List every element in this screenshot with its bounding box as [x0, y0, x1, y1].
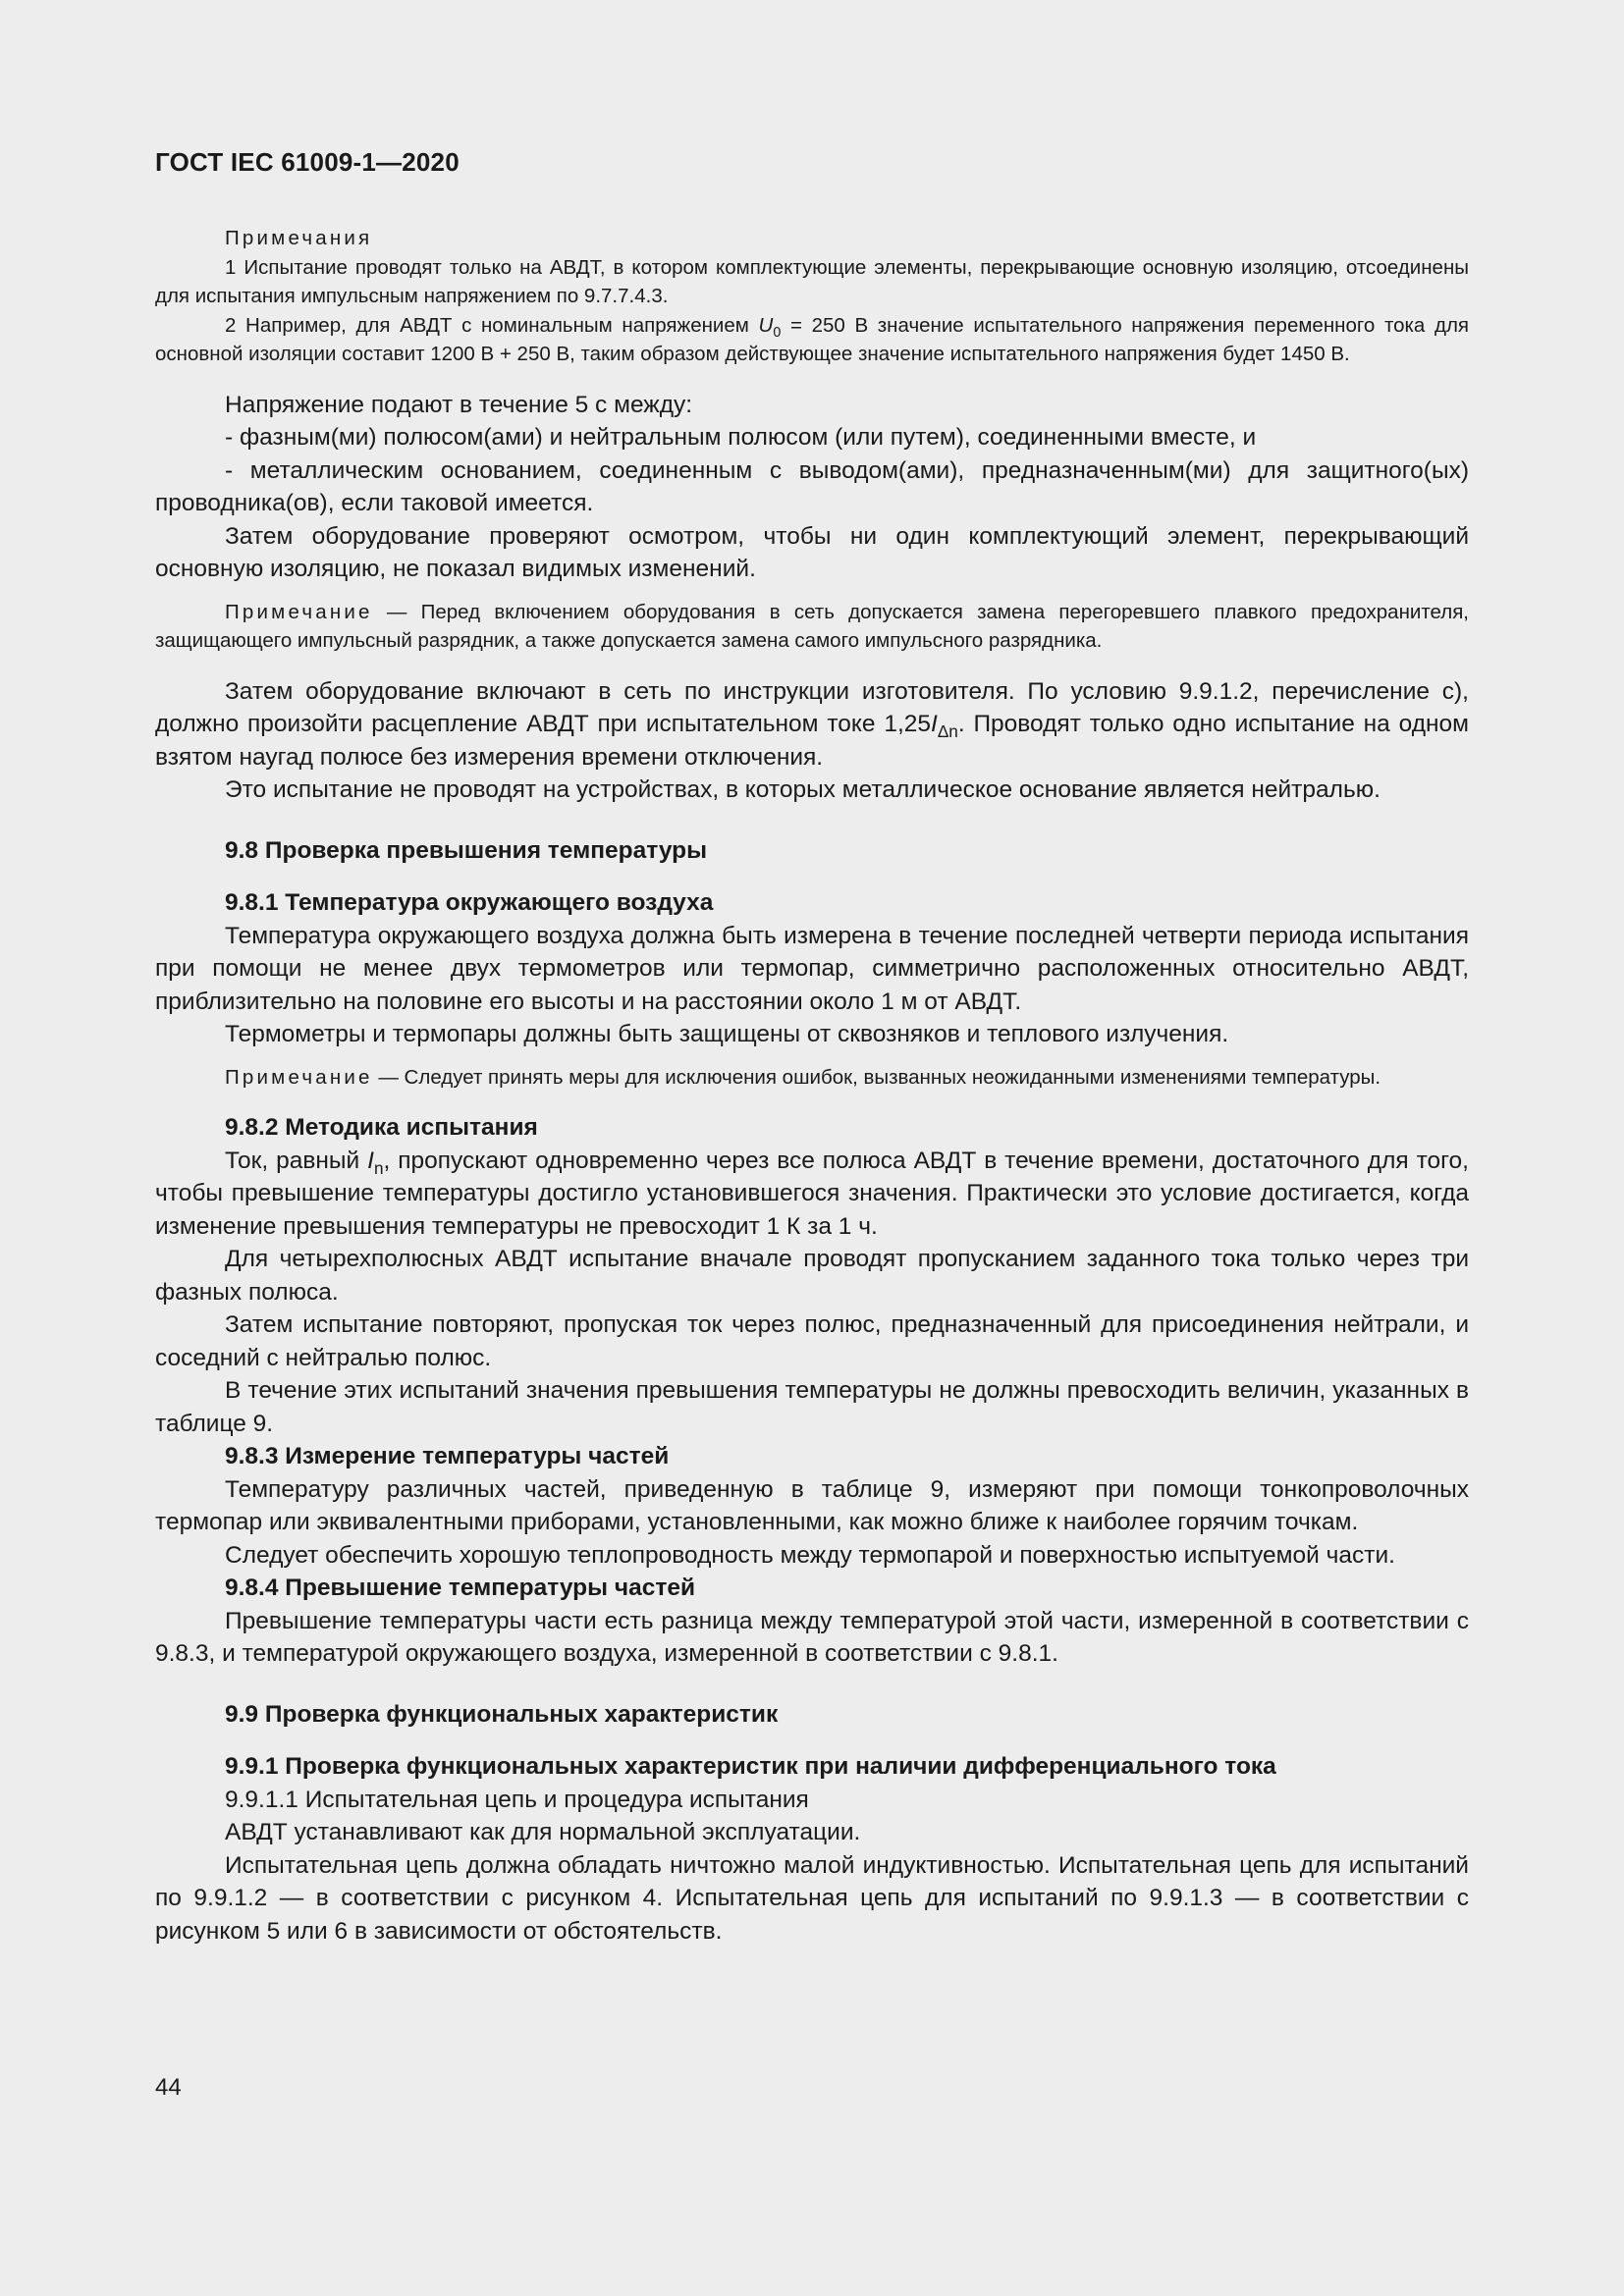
subsection-heading-9-8-1: 9.8.1 Температура окружающего воздуха [225, 889, 714, 916]
note-label: Примечание [225, 600, 373, 623]
document-header: ГОСТ IEC 61009-1—2020 [155, 147, 460, 177]
note-text: — Перед включением оборудования в сеть допускается замена перегоревшего плавкого предохранителя, защищающего импульсный разрядник, а также допускается замена самого импульсного разрядника. [155, 600, 1469, 652]
paragraph: Это испытание не проводят на устройствах, в которых металлическое основание является нейтралью. [225, 776, 1380, 803]
section-heading-9-8: 9.8 Проверка превышения температуры [225, 836, 708, 864]
paragraph-text-b: . Проводят только одно испытание на одном взятом наугад полюсе без измерения времени отключения. [155, 711, 1469, 771]
paragraph-text-a: Затем оборудование включают в сеть по инструкции изготовителя. По условию 9.9.1.2, перечисление с), должно произойти расцепление АВДТ при испытательном токе 1,25 [155, 677, 1469, 737]
paragraph-text-a: Ток, равный [225, 1147, 368, 1174]
paragraph: Затем испытание повторяют, пропуская ток через полюс, предназначенный для присоединения нейтрали, и соседний с нейтралью полюс. [155, 1311, 1469, 1371]
note-surge-arrester [155, 598, 1469, 656]
paragraph: Превышение температуры части есть разница между температурой этой части, измеренной в соответствии с 9.8.3, и температурой окружающего воздуха, измеренной в соответствии с 9.8.1. [155, 1607, 1469, 1667]
note-2-text-a: 2 Например, для АВДТ с номинальным напряжением [225, 313, 759, 337]
current-symbol: I [931, 711, 938, 737]
list-item: - металлическим основанием, соединенным с выводом(ами), предназначенным(ми) для защитного(ых) проводника(ов), если таковой имеется. [155, 456, 1469, 516]
section-heading-9-9: 9.9 Проверка функциональных характеристик [225, 1700, 779, 1728]
subsection-heading-9-9-1: 9.9.1 Проверка функциональных характеристик при наличии дифференциального тока [225, 1753, 1276, 1780]
voltage-symbol: U [758, 313, 774, 337]
paragraph: Для четырехполюсных АВДТ испытание вначале проводят пропусканием заданного тока только через три фазных полюса. [155, 1246, 1469, 1306]
paragraph: Напряжение подают в течение 5 с между: [225, 391, 693, 418]
paragraph: Термометры и термопары должны быть защищены от сквозняков и теплового излучения. [225, 1021, 1229, 1047]
paragraph: Испытательная цепь должна обладать ничтожно малой индуктивностью. Испытательная цепь для испытаний по 9.9.1.2 — в соответствии с рисунком 4. Испытательная цепь для испытаний по 9.9.1.3 — в соответствии с рисунком 5 или 6 в зависимости от обстоятельств. [155, 1851, 1469, 1945]
paragraph-text-b: , пропускают одновременно через все полюса АВДТ в течение времени, достаточного для того, чтобы превышение температуры достигло установившегося значения. Практически это условие достигается, когда изменение превышения температуры не превосходит 1 К за 1 ч. [155, 1147, 1469, 1240]
note-2-text-b: = 250 В значение испытательного напряжения переменного тока для основной изоляции составит 1200 В + 250 В, таким образом действующее значение испытательного напряжения будет 1450 В. [155, 313, 1470, 365]
document-body [155, 224, 1469, 1948]
note-label: Примечание [225, 1065, 373, 1089]
notes-label: Примечания [225, 227, 373, 249]
paragraph: АВДТ устанавливают как для нормальной эксплуатации. [225, 1819, 861, 1845]
note-temperature [155, 1063, 1469, 1093]
note-text: — Следует принять меры для исключения ошибок, вызванных неожиданными изменениями температуры. [372, 1065, 1381, 1089]
current-symbol: I [367, 1147, 374, 1174]
paragraph: Затем оборудование проверяют осмотром, чтобы ни один комплектующий элемент, перекрывающий основную изоляцию, не показал видимых изменений. [155, 522, 1469, 582]
paragraph: В течение этих испытаний значения превышения температуры не должны превосходить величин, указанных в таблице 9. [155, 1377, 1469, 1437]
paragraph [155, 675, 1469, 774]
current-subscript: Δn [937, 721, 958, 741]
paragraph [155, 1145, 1469, 1244]
page-number: 44 [155, 2074, 182, 2101]
subsection-heading-9-8-4: 9.8.4 Превышение температуры частей [225, 1575, 696, 1601]
paragraph: 9.9.1.1 Испытательная цепь и процедура испытания [225, 1786, 809, 1813]
subsection-heading-9-8-2: 9.8.2 Методика испытания [225, 1114, 538, 1141]
note-2 [155, 311, 1469, 369]
paragraph: Температуру различных частей, приведенную в таблице 9, измеряют при помощи тонкопроволочных термопар или эквивалентными приборами, установленными, как можно ближе к наиболее горячим точкам. [155, 1475, 1469, 1535]
subsection-heading-9-8-3: 9.8.3 Измерение температуры частей [225, 1443, 670, 1469]
list-item: - фазным(ми) полюсом(ами) и нейтральным полюсом (или путем), соединенными вместе, и [225, 424, 1257, 451]
note-1: 1 Испытание проводят только на АВДТ, в котором комплектующие элементы, перекрывающие основную изоляцию, отсоединены для испытания импульсным напряжением по 9.7.7.4.3. [155, 255, 1469, 307]
paragraph: Температура окружающего воздуха должна быть измерена в течение последней четверти периода испытания при помощи не менее двух термометров или термопар, симметрично расположенных относительно АВДТ, приблизительно на половине его высоты и на расстоянии около 1 м от АВДТ. [155, 922, 1469, 1015]
current-subscript: n [373, 1157, 384, 1178]
paragraph: Следует обеспечить хорошую теплопроводность между термопарой и поверхностью испытуемой части. [225, 1541, 1395, 1569]
voltage-subscript: 0 [773, 324, 782, 341]
